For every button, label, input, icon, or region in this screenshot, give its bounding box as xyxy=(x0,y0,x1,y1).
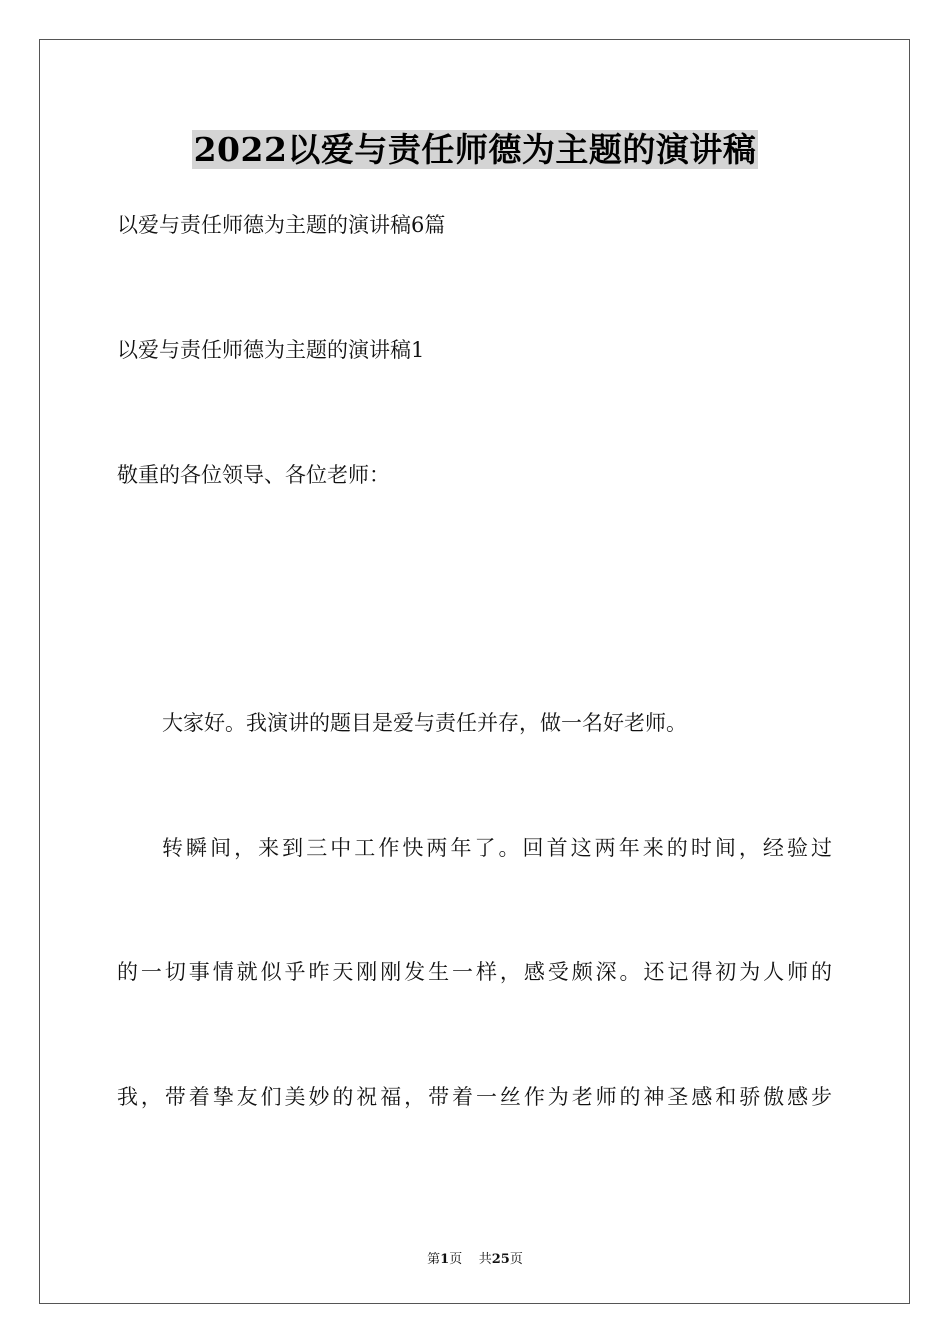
page-footer xyxy=(0,1248,950,1267)
paragraph-line: 转瞬间，来到三中工作快两年了。回首这两年来的时间，经验过 xyxy=(162,836,832,860)
section-heading: 以爱与责任师德为主题的演讲稿1 xyxy=(117,338,425,362)
document-title: 2022以爱与责任师德为主题的演讲稿 xyxy=(193,130,757,169)
total-prefix: 共 xyxy=(478,1252,492,1267)
document-title-block xyxy=(0,128,950,172)
paragraph-line: 的一切事情就似乎昨天刚刚发生一样，感受颇深。还记得初为人师的 xyxy=(117,960,832,984)
page-suffix: 页 xyxy=(449,1252,463,1267)
page-number: 1 xyxy=(440,1252,450,1267)
salutation: 敬重的各位领导、各位老师： xyxy=(117,463,390,487)
total-suffix: 页 xyxy=(509,1252,523,1267)
paragraph-line: 大家好。我演讲的题目是爱与责任并存，做一名好老师。 xyxy=(162,711,687,735)
subtitle-line: 以爱与责任师德为主题的演讲稿6篇 xyxy=(117,213,446,237)
page-prefix: 第 xyxy=(427,1252,441,1267)
total-pages: 25 xyxy=(491,1252,510,1267)
paragraph-line: 我，带着挚友们美妙的祝福，带着一丝作为老师的神圣感和骄傲感步 xyxy=(117,1085,832,1109)
